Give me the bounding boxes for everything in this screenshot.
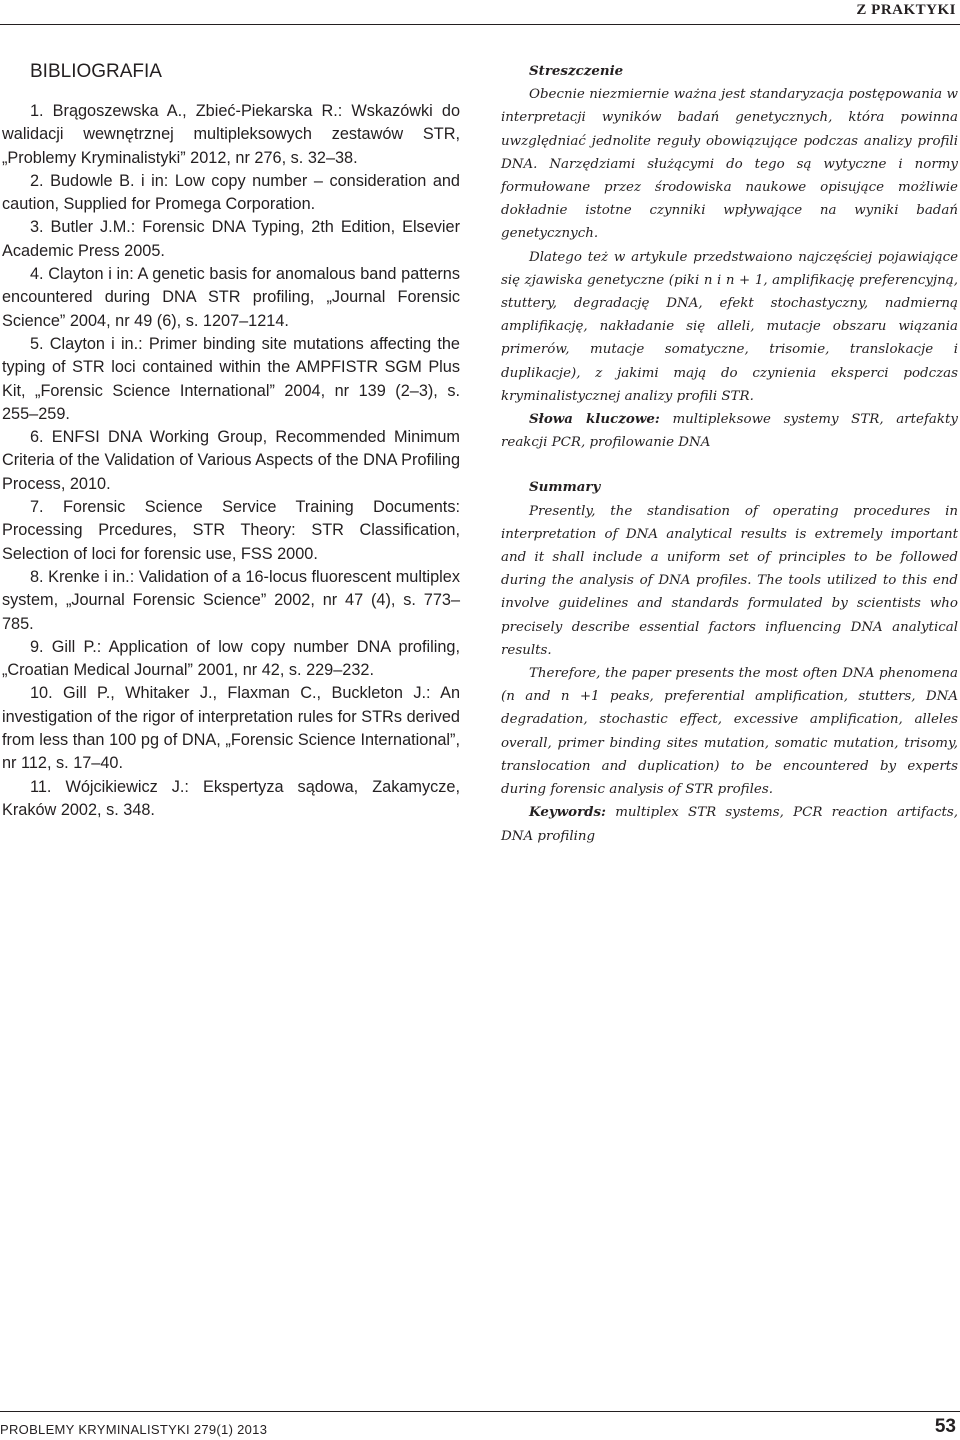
streszczenie-paragraph: Dlatego też w artykule przedstwaiono najczęściej pojawiające się zjawiska genetyczne (piki n i n + 1, amplifikację preferencyjną, stuttery, degradację DNA, efekt stochastyczny, nadmierną amplifikację, nakładanie się alleli, mutacje obszaru wiązania primerów, mutacje somatyczne, trisomie, translokacje i duplikacje), z jakimi mają do czynienia eksperci podczas kryminalistycznej analizy profili STR. xyxy=(501,249,958,404)
keywords-label: Keywords: xyxy=(529,804,607,821)
keywords-label: Słowa kluczowe: xyxy=(529,411,660,428)
reference-item: 1. Brągoszewska A., Zbieć-Piekarska R.: Wskazówki do walidacji wewnętrznej multipleksowych zestawów STR, „Problemy Kryminalistyki” 2012, nr 276, s. 32–38. xyxy=(2,102,460,167)
summary-keywords xyxy=(501,801,958,847)
bibliography-column xyxy=(2,58,460,822)
bibliography-title: BIBLIOGRAFIA xyxy=(30,61,162,82)
reference-item: 4. Clayton i in: A genetic basis for anomalous band patterns encountered during DNA STR profiling, „Journal Forensic Science” 2004, nr 49 (6), s. 1207–1214. xyxy=(2,265,460,330)
reference-item: 2. Budowle B. i in: Low copy number – consideration and caution, Supplied for Promega Corporation. xyxy=(2,171,460,214)
section-spacer xyxy=(501,454,958,476)
reference-item: 7. Forensic Science Service Training Documents: Processing Prcedures, STR Theory: STR Classification, Selection of loci for forensic use, FSS 2000. xyxy=(2,498,460,563)
keywords-text: multiplex STR systems, PCR reaction artifacts, DNA profiling xyxy=(501,805,958,844)
streszczenie-paragraph: Obecnie niezmiernie ważna jest standaryzacja postępowania w interpretacji wyników badań genetycznych, która powinna uwzględniać jednolite reguły obowiązujące podczas analizy profili DNA. Narzędziami służącymi do tego są wytyczne i normy formułowane przez środowiska naukowe opisujące możliwie dokładnie istotne czynniki wpływające na wyniki badań genetycznych. xyxy=(501,87,958,242)
summary-heading: Summary xyxy=(529,479,601,496)
keywords-text: multipleksowe systemy STR, artefakty reakcji PCR, profilowanie DNA xyxy=(501,412,958,451)
reference-item: 11. Wójcikiewicz J.: Ekspertyza sądowa, Zakamycze, Kraków 2002, s. 348. xyxy=(2,777,460,819)
section-label: Z PRAKTYKI xyxy=(856,2,956,18)
summary-paragraph: Therefore, the paper presents the most often DNA phenomena (n and n +1 peaks, preferential amplification, stutters, DNA degradation, stochastic effect, excessive amplification, alleles overall, primer binding sites mutation, somatic mutation, trisomy, translocation and duplication) to be encountered by experts during forensic analysis of STR profiles. xyxy=(501,666,958,798)
reference-item: 6. ENFSI DNA Working Group, Recommended Minimum Criteria of the Validation of Various Aspects of the DNA Profiling Process, 2010. xyxy=(2,428,460,493)
abstract-column xyxy=(501,60,958,848)
reference-item: 10. Gill P., Whitaker J., Flaxman C., Buckleton J.: An investigation of the rigor of interpretation rules for STRs derived from less than 100 pg of DNA, „Forensic Science International”, nr 112, s. 17–40. xyxy=(2,684,460,773)
reference-item: 9. Gill P.: Application of low copy number DNA profiling, „Croatian Medical Journal” 2001, nr 42, s. 229–232. xyxy=(2,637,460,680)
page-number: 53 xyxy=(934,1416,956,1437)
streszczenie-keywords xyxy=(501,408,958,454)
reference-item: 3. Butler J.M.: Forensic DNA Typing, 2th Edition, Elsevier Academic Press 2005. xyxy=(2,218,460,260)
journal-footer: PROBLEMY KRYMINALISTYKI 279(1) 2013 xyxy=(0,1422,268,1437)
header-rule xyxy=(0,24,960,25)
summary-paragraph: Presently, the standisation of operating procedures in interpretation of DNA analytical results is extremely important and it shall include a uniform set of principles to be followed during the analysis of DNA profiles. The tools utilized to this end involve guidelines and standards formulated by scientists who precisely describe essential factors influencing DNA analytical results. xyxy=(501,503,958,658)
streszczenie-heading: Streszczenie xyxy=(529,63,624,79)
reference-item: 8. Krenke i in.: Validation of a 16-locus fluorescent multiplex system, „Journal Forensic Science” 2002, nr 47 (4), s. 773–785. xyxy=(2,567,460,633)
footer-rule xyxy=(0,1411,960,1412)
reference-item: 5. Clayton i in.: Primer binding site mutations affecting the typing of STR loci contained within the AMPFISTR SGM Plus Kit, „Forensic Science International” 2004, nr 139 (2–3), s. 255–259. xyxy=(2,334,460,423)
